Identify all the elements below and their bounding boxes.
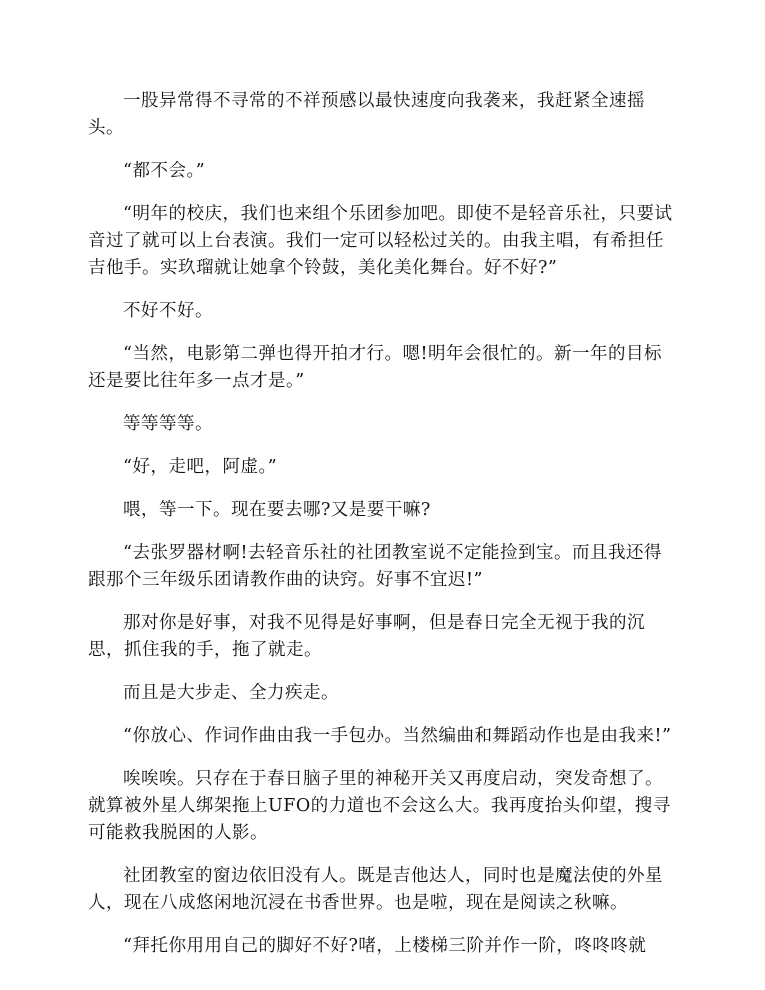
paragraph: “好，走吧，阿虚。” [123, 457, 278, 477]
paragraph: 社团教室的窗边依旧没有人。既是吉他达人，同时也是魔法使的外星人，现在八成悠闲地沉浸在书香世界。也是啦，现在是阅读之秋嘛。 [88, 866, 663, 913]
paragraph: 等等等等。 [123, 414, 213, 434]
body-text [88, 88, 678, 976]
paragraph: “都不会。” [123, 161, 206, 181]
paragraph: 不好不好。 [123, 301, 213, 321]
paragraph: 一股异常得不寻常的不祥预感以最快速度向我袭来，我赶紧全速摇头。 [88, 91, 645, 138]
paragraph: “明年的校庆，我们也来组个乐团参加吧。即使不是轻音乐社，只要试音过了就可以上台表演。我们一定可以轻松过关的。由我主唱，有希担任吉他手。实玖瑠就让她拿个铃鼓，美化美化舞台。好不好?” [88, 204, 673, 278]
paragraph: 唉唉唉。只存在于春日脑子里的神秘开关又再度启动，突发奇想了。就算被外星人绑架拖上UFO的力道也不会这么大。我再度抬头仰望，搜寻可能救我脱困的人影。 [88, 769, 671, 843]
paragraph: 而且是大步走、全力疾走。 [123, 683, 339, 703]
paragraph: “你放心、作词作曲由我一手包办。当然编曲和舞蹈动作也是由我来!” [123, 726, 672, 746]
paragraph: 那对你是好事，对我不见得是好事啊，但是春日完全无视于我的沉思，抓住我的手，拖了就走。 [88, 613, 645, 660]
paragraph: “当然，电影第二弹也得开拍才行。嗯!明年会很忙的。新一年的目标还是要比往年多一点才是。” [88, 344, 662, 391]
paragraph: “去张罗器材啊!去轻音乐社的社团教室说不定能捡到宝。而且我还得跟那个三年级乐团请教作曲的诀窍。好事不宜迟!” [88, 543, 662, 590]
paragraph: 喂，等一下。现在要去哪?又是要干嘛? [123, 500, 431, 520]
paragraph: “拜托你用用自己的脚好不好?啫，上楼梯三阶并作一阶，咚咚咚就 [123, 936, 647, 956]
